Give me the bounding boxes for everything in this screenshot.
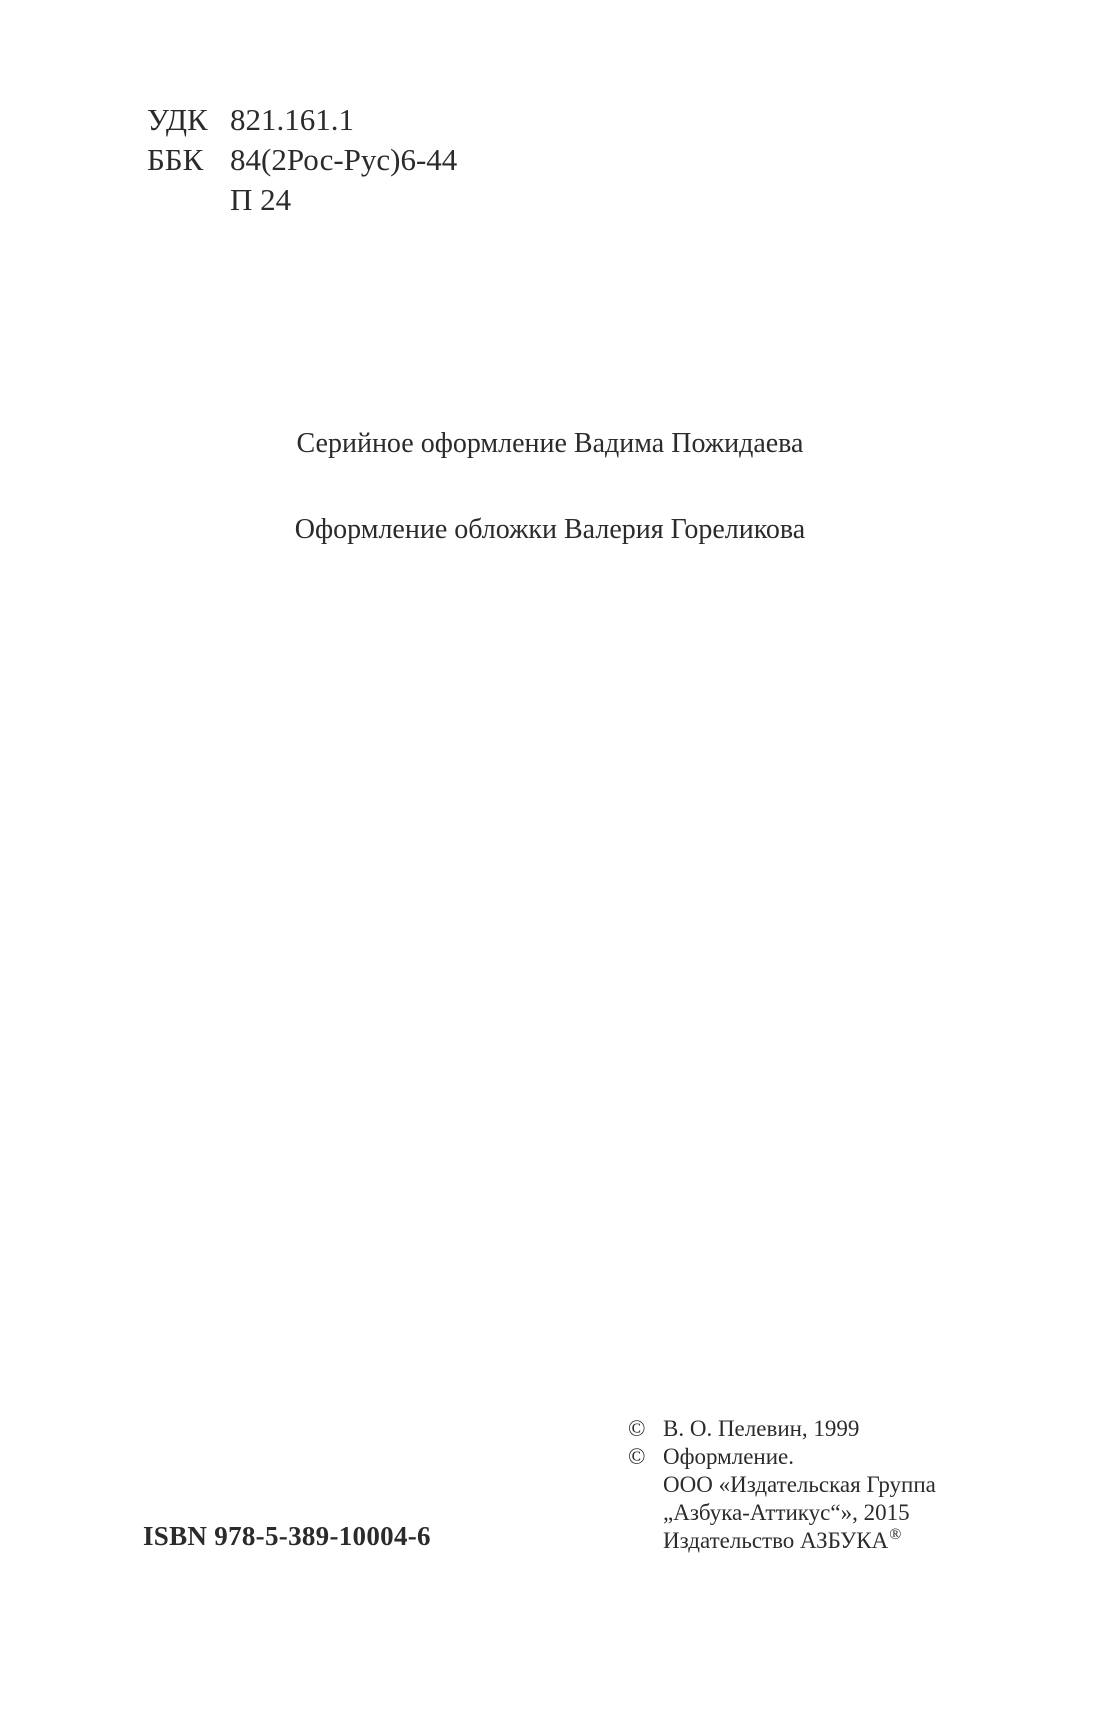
- series-design-credit: Серийное оформление Вадима Пожидаева: [296, 428, 804, 459]
- bbk-value: 84(2Рос-Рус)6-44: [230, 142, 458, 177]
- publisher-name: Издательство АЗБУКА: [663, 1528, 889, 1553]
- copyright-design-text: Оформление.: [663, 1444, 794, 1469]
- udk-label: УДК: [147, 102, 208, 137]
- author-mark: П 24: [230, 182, 292, 217]
- cover-design-credit: Оформление обложки Валерия Гореликова: [294, 514, 806, 545]
- copyright-block: [628, 1415, 1028, 1555]
- copyright-icon: ©: [628, 1444, 646, 1469]
- publisher-group-line-2: „Азбука-Аттикус“», 2015: [663, 1500, 910, 1525]
- udk-row: [147, 100, 457, 140]
- copyright-icon: ©: [628, 1416, 646, 1441]
- udk-value: 821.161.1: [230, 102, 354, 137]
- bbk-label: ББК: [147, 142, 204, 177]
- copyright-author-row: [628, 1415, 1028, 1443]
- publisher-name-line: [628, 1527, 1028, 1555]
- copyright-author-text: В. О. Пелевин, 1999: [663, 1416, 860, 1441]
- classification-block: [147, 100, 457, 220]
- copyright-design-row: [628, 1443, 1028, 1471]
- bbk-row: [147, 140, 457, 180]
- author-mark-row: [147, 180, 457, 220]
- isbn-line: ISBN 978-5-389-10004-6: [143, 1521, 431, 1551]
- publisher-group-line-1: ООО «Издательская Группа: [663, 1472, 936, 1497]
- registered-trademark-icon: ®: [889, 1526, 902, 1543]
